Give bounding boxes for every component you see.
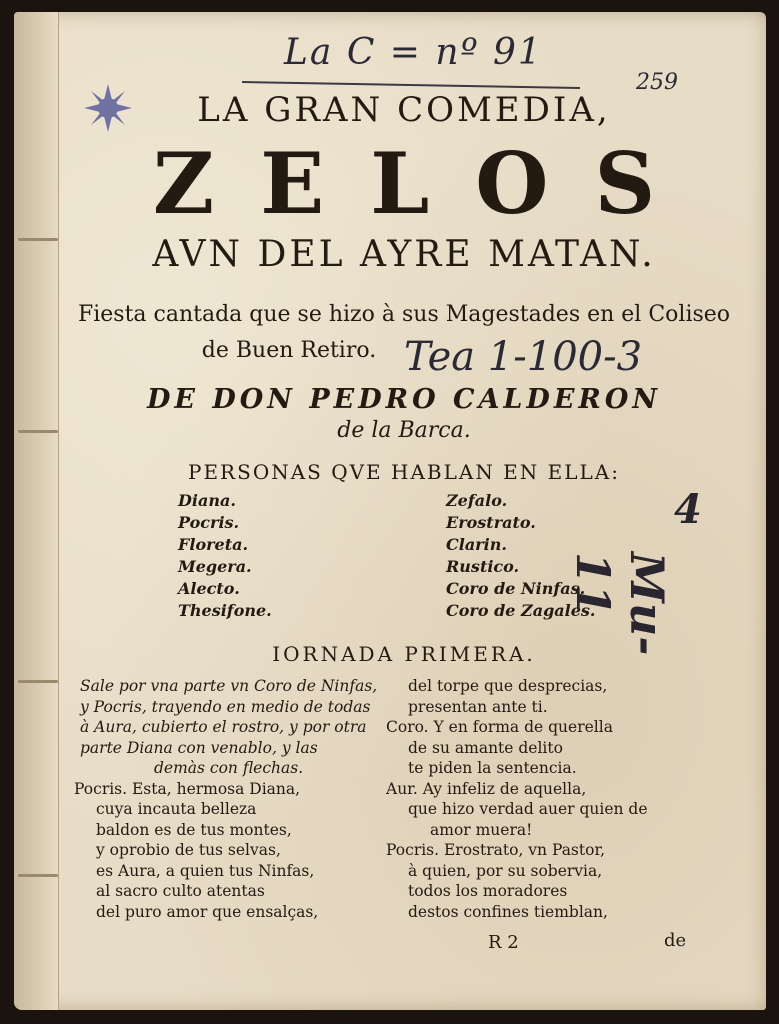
cast-name: Diana. bbox=[178, 491, 236, 510]
cast-name: Megera. bbox=[178, 557, 252, 576]
binding-stitch bbox=[18, 238, 58, 241]
verse-line: que hizo verdad auer quien de bbox=[408, 800, 648, 818]
verse-line: à quien, por su sobervia, bbox=[408, 861, 603, 880]
stage-direction: parte Diana con venablo, y las bbox=[80, 738, 318, 757]
verse-line: todos los moradores bbox=[408, 882, 568, 900]
verse-line: presentan ante ti. bbox=[408, 697, 548, 716]
binding-stitch bbox=[18, 430, 58, 433]
cast-name: Rustico. bbox=[446, 557, 520, 576]
cast-name: Floreta. bbox=[178, 535, 249, 554]
signature-mark: R 2 bbox=[488, 932, 519, 953]
binding-stitch bbox=[18, 680, 58, 683]
cast-name: Thesifone. bbox=[178, 601, 272, 620]
verse-line: de su amante delito bbox=[408, 738, 563, 757]
subtitle-line-2: de Buen Retiro. bbox=[201, 338, 377, 363]
margin-mark: 4 bbox=[674, 486, 702, 533]
verse-line: del puro amor que ensalças, bbox=[96, 902, 319, 921]
author-line: DE DON PEDRO CALDERON bbox=[146, 384, 662, 415]
verse-line: cuya incauta belleza bbox=[96, 800, 257, 818]
verse-line: te piden la sentencia. bbox=[408, 759, 577, 777]
personas-heading: PERSONAS QVE HABLAN EN ELLA: bbox=[188, 460, 620, 484]
catalog-underline bbox=[242, 81, 580, 89]
verse-line: baldon es de tus montes, bbox=[96, 820, 292, 839]
cast-list-left bbox=[178, 490, 272, 622]
catalog-note: La C = nº 91 bbox=[284, 32, 543, 73]
title-line-1: LA GRAN COMEDIA, bbox=[197, 90, 611, 130]
verse-line: amor muera! bbox=[430, 820, 533, 839]
shelfmark: Tea 1-100-3 bbox=[404, 334, 643, 380]
cast-name: Coro de Ninfas. bbox=[446, 579, 586, 598]
speaker-line: Pocris. Esta, hermosa Diana, bbox=[74, 779, 301, 798]
title-main: ZELOS bbox=[152, 134, 702, 233]
stage-direction: Sale por vna parte vn Coro de Ninfas, bbox=[80, 677, 378, 695]
speaker-line: Pocris. Erostrato, vn Pastor, bbox=[386, 841, 606, 859]
stage-direction: demàs con flechas. bbox=[154, 759, 304, 777]
page-spine bbox=[14, 12, 59, 1010]
stage-direction: y Pocris, trayendo en medio de todas bbox=[80, 697, 371, 716]
act-heading: IORNADA PRIMERA. bbox=[272, 642, 536, 666]
author-line-2: de la Barca. bbox=[337, 418, 471, 443]
text-column-left bbox=[74, 676, 394, 922]
verse-line: es Aura, a quien tus Ninfas, bbox=[96, 861, 315, 880]
catchword: de bbox=[664, 930, 687, 951]
margin-mark: Mu-11 bbox=[566, 552, 674, 656]
cast-name: Erostrato. bbox=[446, 513, 536, 532]
subtitle-line-1: Fiesta cantada que se hizo à sus Magestades en el Coliseo bbox=[77, 302, 731, 327]
cast-name: Zefalo. bbox=[446, 491, 508, 510]
cast-name: Coro de Zagales. bbox=[446, 601, 596, 620]
verse-line: y oprobio de tus selvas, bbox=[96, 841, 281, 859]
verse-line: al sacro culto atentas bbox=[96, 882, 265, 900]
text-column-right bbox=[386, 676, 706, 922]
verse-line: del torpe que desprecias, bbox=[408, 677, 608, 695]
speaker-line: Aur. Ay infeliz de aquella, bbox=[386, 779, 587, 798]
cast-name: Clarin. bbox=[446, 535, 507, 554]
title-line-3: AVN DEL AYRE MATAN. bbox=[152, 234, 656, 275]
stage-direction: à Aura, cubierto el rostro, y por otra bbox=[80, 718, 367, 736]
cast-name: Alecto. bbox=[178, 579, 240, 598]
binding-stitch bbox=[18, 874, 58, 877]
foliation-number: 259 bbox=[636, 70, 678, 95]
book-page bbox=[14, 12, 766, 1010]
cast-name: Pocris. bbox=[178, 513, 240, 532]
speaker-line: Coro. Y en forma de querella bbox=[386, 718, 613, 736]
verse-line: destos confines tiemblan, bbox=[408, 902, 608, 921]
